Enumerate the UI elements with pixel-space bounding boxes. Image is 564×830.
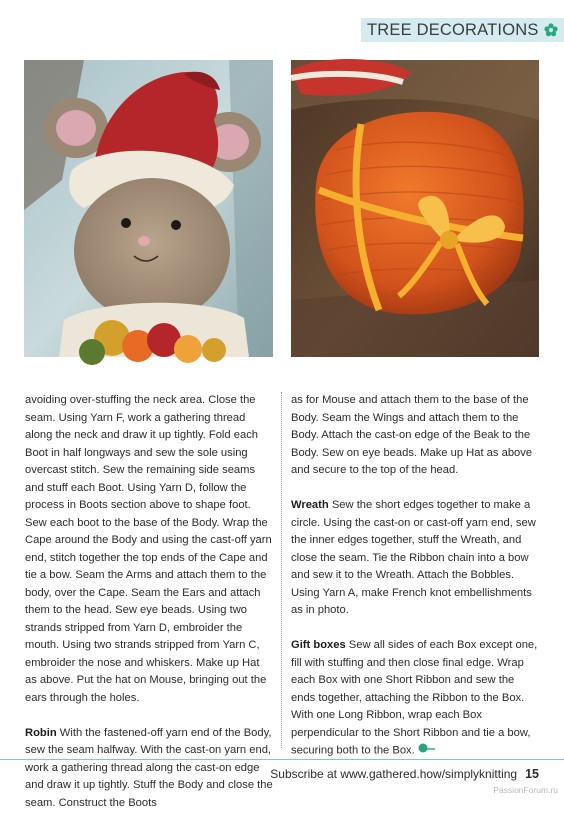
column-divider bbox=[281, 392, 282, 748]
gift-boxes-text: Sew all sides of each Box except one, fill with stuffing and then close final edge. Wrap each Box with one Short Ribbon and sew the ends together, attaching the Ribbon to the Box. With one Long Ribbon, wrap each Box perpendicular to the Short Ribbon and tie a bow, securing both to the Box. bbox=[291, 639, 538, 757]
yarn-ball-icon bbox=[418, 742, 436, 760]
gift-boxes-heading: Gift boxes bbox=[291, 639, 346, 651]
robin-instructions-continued: as for Mouse and attach them to the base of the Body. Seam the Wings and attach them to the Body. Attach the cast-on edge of the Beak to the Body. Sew on eye beads. Make up Hat as above and secure to the top of the head. bbox=[291, 394, 533, 476]
page-footer bbox=[270, 767, 539, 781]
left-text-column bbox=[25, 392, 273, 830]
section-title: TREE DECORATIONS bbox=[367, 20, 539, 39]
wreath-instructions bbox=[291, 497, 539, 620]
mouse-instructions: avoiding over-stuffing the neck area. Close the seam. Using Yarn F, work a gathering thread along the neck and draw it up tightly. Fold each Boot in half longways and sew the sole using overcast stitch. Sew the remaining side seams and stuff each Boot. Using Yarn D, follow the process in Boots section above to shape foot. Sew each boot to the base of the Body. Wrap the Cape around the Body and using the cast-off yarn end, stitch together the top ends of the Cape and tie a bow. Seam the Arms and attach them to the body, over the Cape. Seam the Ears and attach them to the head. Sew eye beads. Using two strands stripped from Yarn D, embroider the mouth. Using two strands stripped from Yarn C, embroider the nose and whiskers. Make up Hat as above. Put the hat on Mouse, bringing out the ears through the holes. bbox=[25, 394, 272, 704]
gift-boxes-instructions bbox=[291, 637, 539, 760]
robin-heading: Robin bbox=[25, 726, 57, 739]
mouse-photo bbox=[24, 60, 273, 357]
gift-box-photo bbox=[291, 60, 539, 357]
watermark: PassionForum.ru bbox=[493, 785, 558, 795]
flower-icon bbox=[544, 23, 558, 37]
wreath-text: Sew the short edges together to make a circle. Using the cast-on or cast-off yarn end, sew the inner edges together, stuff the Wreath, and close the seam. Tie the Ribbon chain into a bow and sew it to the Wreath. Attach the Bobbles. Using Yarn A, make French knot embellishments as in photo. bbox=[291, 499, 536, 616]
robin-text: With the fastened-off yarn end of the Body, sew the seam halfway. With the cast-on yarn end, work a gathering thread along the cast-on edge and draw it up tightly. Stuff the Body and close the seam. Construct the Boots bbox=[25, 726, 273, 809]
wreath-heading: Wreath bbox=[291, 499, 329, 511]
section-header bbox=[361, 18, 564, 42]
robin-instructions bbox=[25, 725, 273, 813]
page-number: 15 bbox=[525, 767, 539, 781]
footer-rule bbox=[0, 759, 564, 760]
right-text-column bbox=[291, 392, 539, 778]
subscribe-text: Subscribe at www.gathered.how/simplyknitting bbox=[270, 767, 518, 781]
